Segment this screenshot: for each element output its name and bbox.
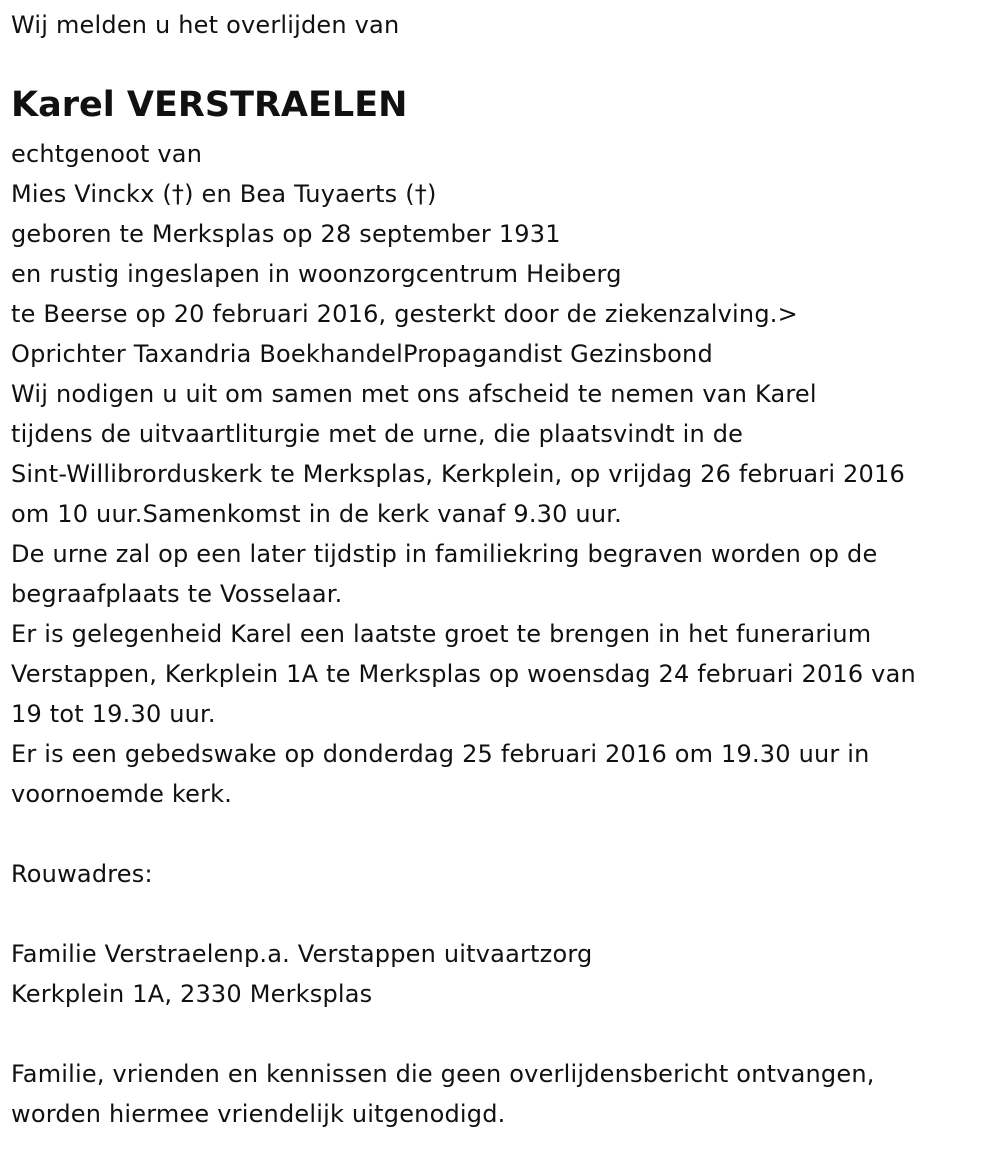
closing-line: worden hiermee vriendelijk uitgenodigd. xyxy=(11,1100,506,1128)
body-line: tijdens de uitvaartliturgie met de urne, die plaatsvindt in de xyxy=(11,420,744,448)
body-line: Wij nodigen u uit om samen met ons afscheid te nemen van Karel xyxy=(11,380,817,408)
body-line: om 10 uur.Samenkomst in de kerk vanaf 9.30 uur. xyxy=(11,500,622,528)
closing-line: Familie, vrienden en kennissen die geen overlijdensbericht ontvangen, xyxy=(11,1060,875,1088)
closing-note xyxy=(11,1054,875,1134)
body-line: voornoemde kerk. xyxy=(11,780,233,808)
body-line: te Beerse op 20 februari 2016, gesterkt door de ziekenzalving.> xyxy=(11,300,798,328)
body-line: De urne zal op een later tijdstip in familiekring begraven worden op de xyxy=(11,540,878,568)
intro-text: Wij melden u het overlijden van xyxy=(11,11,400,39)
body-line-parents: Mies Vinckx (†) en Bea Tuyaerts (†) xyxy=(11,180,437,208)
deceased-name: Karel VERSTRAELEN xyxy=(11,85,408,125)
body-line: echtgenoot van xyxy=(11,140,203,168)
body-line: Verstappen, Kerkplein 1A te Merksplas op woensdag 24 februari 2016 van xyxy=(11,660,916,688)
address-line: Familie Verstraelenp.a. Verstappen uitvaartzorg xyxy=(11,940,593,968)
address-line: Kerkplein 1A, 2330 Merksplas xyxy=(11,980,373,1008)
body-line: Sint-Willibrorduskerk te Merksplas, Kerkplein, op vrijdag 26 februari 2016 xyxy=(11,460,905,488)
mourning-address xyxy=(11,934,592,1014)
body-line: begraafplaats te Vosselaar. xyxy=(11,580,343,608)
body-line: Er is een gebedswake op donderdag 25 februari 2016 om 19.30 uur in xyxy=(11,740,870,768)
body-line: en rustig ingeslapen in woonzorgcentrum Heiberg xyxy=(11,260,622,288)
body-line: 19 tot 19.30 uur. xyxy=(11,700,216,728)
announcement-body xyxy=(11,134,916,814)
address-label: Rouwadres: xyxy=(11,860,153,888)
body-line: geboren te Merksplas op 28 september 1931 xyxy=(11,220,561,248)
body-line: Er is gelegenheid Karel een laatste groet te brengen in het funerarium xyxy=(11,620,872,648)
body-line: Oprichter Taxandria BoekhandelPropagandist Gezinsbond xyxy=(11,340,713,368)
